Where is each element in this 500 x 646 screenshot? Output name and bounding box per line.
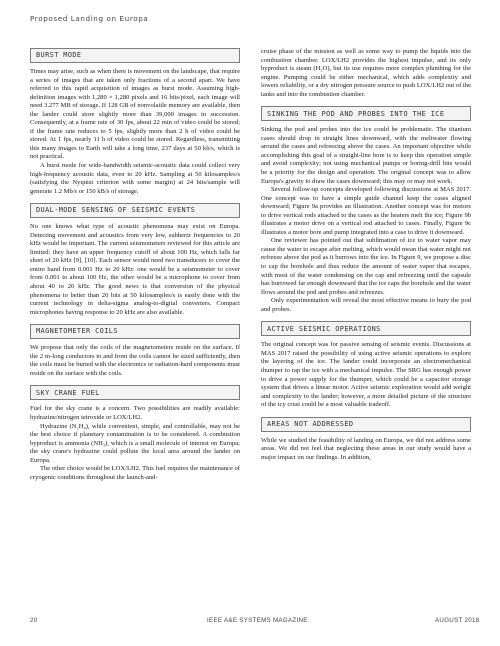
continued-paragraph: cruise phase of the mission as well as some way to pump the liquids into the combustion chamber. LOX/LH2 provides the highest impulse, and its only byproduct is steam (H₂O), but its use requires more complex plumbing for the engine. Pumping could be either mechanical, which adds complexity and lowers reliability, or a dry nitrogen pressure source to push LOX/LH2 out of the tanks and into the combustion chamber. bbox=[261, 48, 471, 98]
fuel-paragraph-1: Fuel for the sky crane is a concern. Two possibilities are readily available: hydrazine/nitrogen tetroxide or LOX/LH2. bbox=[30, 405, 240, 421]
burst-mode-heading: BURST MODE bbox=[30, 48, 240, 63]
sinking-paragraph-2: Several follow-up concepts developed following discussions at MAS 2017. One concept was to have a simple guide channel keep the cases aligned downward; Figure 9a provides an illustration. Another concept was for motors to drive vertical rods attached to the cases as the heaters melt the ice; Figure 9b illustrates a motor drive on a vertical rod attached to cases. Finally, Figure 9c illustrates a motor bore and pump integrated into a case to drive it downward. bbox=[261, 186, 471, 236]
sinking-paragraph-3: One reviewer has pointed out that sublimation of ice to water vapor may cause the water to escape after melting, which would mean that water might not refreeze above the pod as it burrows into the ice. In Figure 9, we propose a disc to cap the borehole and thus reduce the amount of water vapor that escapes, with most of the water condensing on the cap and refreezing until the capsule has burrowed far enough downward that the ice caps the borehole and the water flows around the pod and probes and refreezes. bbox=[261, 237, 471, 296]
magazine-name: IEEE A&E SYSTEMS MAGAZINE bbox=[207, 617, 308, 624]
sinking-heading: SINKING THE POD AND PROBES INTO THE ICE bbox=[261, 106, 471, 121]
magnetometer-heading: MAGNETOMETER COILS bbox=[30, 324, 240, 339]
areas-paragraph: While we studied the feasibility of landing on Europa, we did not address some areas. We did not feel that neglecting these areas in our study would have a major impact on our findings. In addition, bbox=[261, 436, 471, 461]
burst-paragraph-2: A burst mode for wide-bandwidth seismic-acoustic data could collect very high-frequency acoustic data, even to 20 kHz. Sampling at 50 kilosamples/s (satisfying the Nyquist criterion with some margin) at 24 bits/sample will generate 1.2 Mb/s or 150 kB/s of storage. bbox=[30, 162, 240, 195]
right-column bbox=[261, 48, 471, 462]
issue-date: AUGUST 2018 bbox=[435, 617, 480, 624]
active-seismic-heading: ACTIVE SEISMIC OPERATIONS bbox=[261, 321, 471, 336]
left-column bbox=[30, 48, 240, 482]
fuel-paragraph-2: Hydrazine (N₂H₄), while convenient, simple, and controllable, may not be the best choice if planetary contamination is to be considered. A combustion byproduct is ammonia (NH₃), which is a small molecule of interest on Europa; the sky crane's hydrazine could pollute the local area around the lander on Europa. bbox=[30, 422, 240, 464]
fuel-paragraph-3: The other choice would be LOX/LH2. This fuel requires the maintenance of cryogenic conditions throughout the launch-and- bbox=[30, 465, 240, 481]
active-seismic-paragraph: The original concept was for passive sensing of seismic events. Discussions at MAS 2017 raised the possibility of using active seismic operations to explore the layering of the ice. The lander could incorporate an electromechanical thumper to rap the ice with a mechanical impulse. The SRG has enough power to drive a power supply for the thumper, which could be a capacitor storage system that drives a linear motor. Active seismic exploration would add weight and complexity to the lander; however, a more detailed picture of the structure of the icy crust could be a most valuable tradeoff. bbox=[261, 341, 471, 409]
page-number: 20 bbox=[30, 617, 38, 624]
dual-mode-paragraph: No one knows what type of acoustic phenomena may exist on Europa. Detecting movement and acoustics from very low, subhertz frequencies to 20 kHz would be important. The current seismometers reviewed for this article are limited: they have an upper frequency cutoff of about 100 Hz, which falls far short of 20 kHz [9], [10]. Each sensor would need two transducers to cover the entire band from 0.001 Hz to 20 kHz: one would be a seismometer to cover from 0.001 to about 100 Hz, the other would be a microphone to cover from about 40 to 20 kHz. The good news is that conversion of the physical phenomena to better than 20 bits at 50 kilosamples/s is easily done with the current technology in delta-sigma analog-to-digital converters. Compact microphones having response to 20 kHz are also available. bbox=[30, 223, 240, 316]
burst-paragraph-1: Times may arise, such as when there is movement on the landscape, that require a series of images that are taken only fractions of a second apart. We have referred to this rapid acquisition of images as burst mode. Assuming high-definition images with 1,280 × 1,280 pixels and 16 bits/pixel, each image will need 3.277 MB of storage. If 128 GB of nonvolatile memory are available, then the lander could store slightly more than 39,000 images in succession. Consequently, at a frame rate of 30 fps, about 22 min of video could be stored; if the frame rate reduces to 5 fps, slightly more than 2 h of video could be stored. At 1 fps, nearly 11 h of video could be stored. Regardless, transmitting this many images to Earth will take a long time, 237 days at 50 kb/s, which is not practical. bbox=[30, 68, 240, 161]
sinking-paragraph-1: Sinking the pod and probes into the ice could be problematic. The titanium cases should drop in straight lines downward, with the meltwater flowing around the cases and refreezing above the cases. An important objective while accomplishing this goal of a straight-line bore is to keep this operation simple and avoid complexity; not using mechanical pumps or boring-drill bits would be a priority for the design and operation. The original concept was to allow Europa's gravity to draw the cases downward; this may or may not work. bbox=[261, 126, 471, 185]
sinking-paragraph-4: Only experimentation will reveal the most effective means to bury the pod and probes. bbox=[261, 297, 471, 313]
running-head: Proposed Landing on Europa bbox=[30, 14, 149, 23]
sky-crane-fuel-heading: SKY CRANE FUEL bbox=[30, 385, 240, 400]
magnetometer-paragraph: We propose that only the coils of the magnetometers reside on the surface. If the 2 m-long conductors to and from the coils cannot be sized sufficiently, then the coils must be buried with the electronics or radiation-hard components must reside on the surface with the coils. bbox=[30, 344, 240, 377]
dual-mode-heading: DUAL-MODE SENSING OF SEISMIC EVENTS bbox=[30, 203, 240, 218]
areas-not-addressed-heading: AREAS NOT ADDRESSED bbox=[261, 417, 471, 432]
